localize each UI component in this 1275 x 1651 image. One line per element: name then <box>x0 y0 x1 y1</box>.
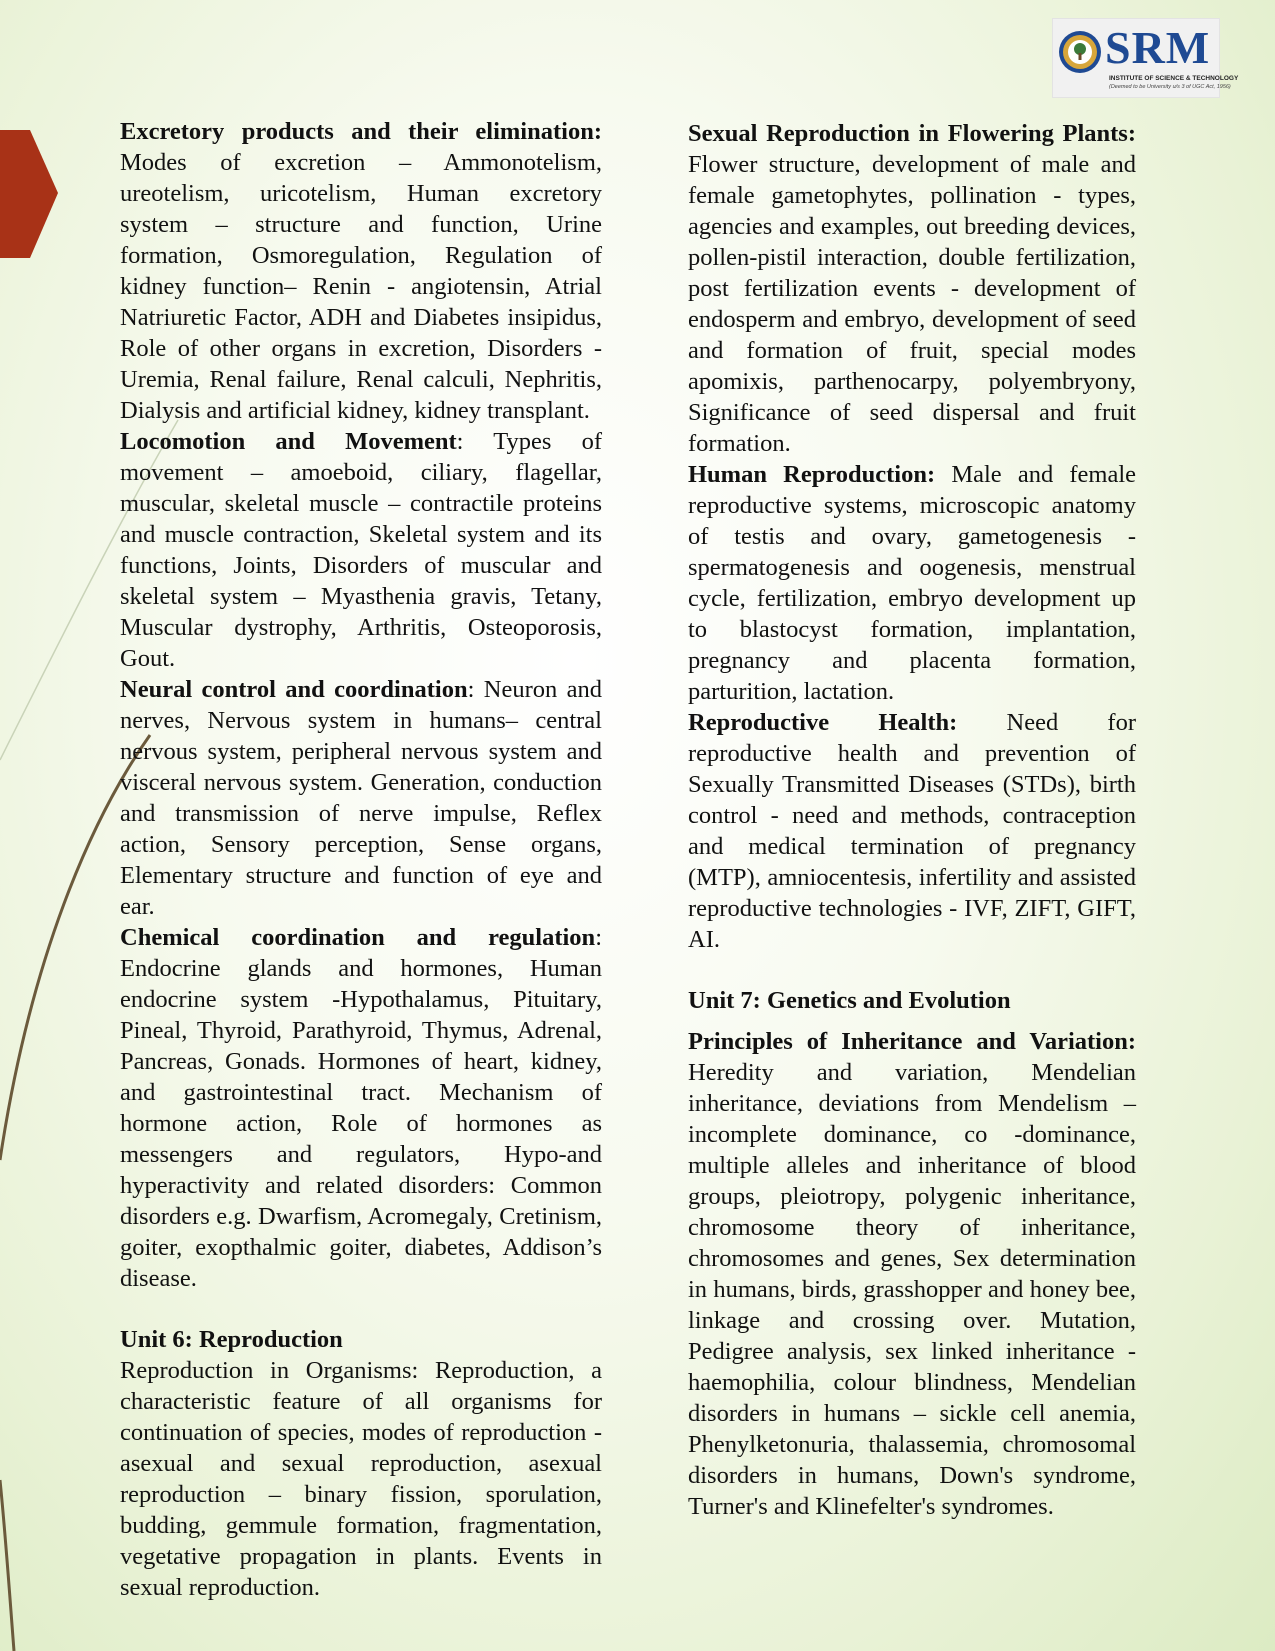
spacer <box>688 1016 1136 1026</box>
spacer <box>688 955 1136 985</box>
locomotion-body: Types of movement – amoeboid, ciliary, flagellar, muscular, skeletal muscle – contractile proteins and muscle contraction, Skeletal system and its functions, Joints, Disorders of muscular and skeletal system – Myasthenia gravis, Tetany, Muscular dystrophy, Arthritis, Osteoporosis, Gout. <box>120 428 602 672</box>
decorative-curve-bottom <box>0 1480 14 1651</box>
locomotion-section <box>120 426 602 674</box>
reproductive-health-section <box>688 707 1136 955</box>
chemical-heading: Chemical coordination and regulation <box>120 924 596 951</box>
spacer <box>120 1294 602 1324</box>
locomotion-heading: Locomotion and Movement <box>120 428 457 455</box>
principles-heading: Principles of Inheritance and Variation: <box>688 1028 1136 1055</box>
right-column <box>688 118 1136 1522</box>
neural-body: Neuron and nerves, Nervous system in humans– central nervous system, peripheral nervous system and visceral nervous system. Generation, conduction and transmission of nerve impulse, Reflex action, Sensory perception, Sense organs, Elementary structure and function of eye and ear. <box>120 676 603 920</box>
reproductive-health-body: Need for reproductive health and prevention of Sexually Transmitted Diseases (STDs), birth control - need and methods, contraception and medical termination of pregnancy (MTP), amniocentesis, infertility and assisted reproductive technologies - IVF, ZIFT, GIFT, AI. <box>688 709 1136 953</box>
unit6-heading: Unit 6: Reproduction <box>120 1326 343 1353</box>
principles-body: Heredity and variation, Mendelian inheritance, deviations from Mendelism – incomplete dominance, co -dominance, multiple alleles and inheritance of blood groups, pleiotropy, polygenic inheritance, chromosome theory of inheritance, chromosomes and genes, Sex determination in humans, birds, grasshopper and honey bee, linkage and crossing over. Mutation, Pedigree analysis, sex linked inheritance - haemophilia, colour blindness, Mendelian disorders in humans – sickle cell anemia, Phenylketonuria, thalassemia, chromosomal disorders in humans, Down's syndrome, Turner's and Klinefelter's syndromes. <box>688 1059 1136 1520</box>
logo-subtitle: INSTITUTE OF SCIENCE & TECHNOLOGY <box>1109 75 1239 82</box>
chemical-body: Endocrine glands and hormones, Human endocrine system -Hypothalamus, Pituitary, Pineal, Thyroid, Parathyroid, Thymus, Adrenal, Pancreas, Gonads. Hormones of heart, kidney, and gastrointestinal tract. Mechanism of hormone action, Role of hormones as messengers and regulators, Hypo-and hyperactivity and related disorders: Common disorders e.g. Dwarfism, Acromegaly, Cretinism, goiter, exopthalmic goiter, diabetes, Addison’s disease. <box>120 955 602 1292</box>
unit7-section <box>688 985 1136 1016</box>
logo-deemed-line: (Deemed to be University u/s 3 of UGC Act, 1956) <box>1109 84 1231 90</box>
sexual-reproduction-section <box>688 118 1136 459</box>
excretory-heading: Excretory products and their elimination: <box>120 118 602 145</box>
chemical-section <box>120 922 602 1294</box>
reproductive-health-heading: Reproductive Health: <box>688 709 958 736</box>
neural-colon: : <box>467 676 475 703</box>
sexual-reproduction-heading: Sexual Reproduction in Flowering Plants: <box>688 120 1136 147</box>
sexual-reproduction-body: Flower structure, development of male and female gametophytes, pollination - types, agencies and examples, out breeding devices, pollen-pistil interaction, double fertilization, post fertilization events - development of endosperm and embryo, development of seed and formation of fruit, special modes apomixis, parthenocarpy, polyembryony, Significance of seed dispersal and fruit formation. <box>688 151 1136 457</box>
logo-wordmark: SRM <box>1105 22 1211 73</box>
left-column <box>120 116 602 1603</box>
chemical-colon: : <box>595 924 602 951</box>
principles-section <box>688 1026 1136 1522</box>
excretory-section <box>120 116 602 426</box>
human-reproduction-heading: Human Reproduction: <box>688 461 936 488</box>
excretory-body: Modes of excretion – Ammonotelism, ureotelism, uricotelism, Human excretory system – structure and function, Urine formation, Osmoregulation, Regulation of kidney function– Renin - angiotensin, Atrial Natriuretic Factor, ADH and Diabetes insipidus, Role of other organs in excretion, Disorders - Uremia, Renal failure, Renal calculi, Nephritis, Dialysis and artificial kidney, kidney transplant. <box>120 149 602 424</box>
srm-logo <box>1052 18 1239 98</box>
unit6-section <box>120 1324 602 1355</box>
accent-arrow-shape <box>0 130 58 258</box>
human-reproduction-section <box>688 459 1136 707</box>
human-reproduction-body: Male and female reproductive systems, microscopic anatomy of testis and ovary, gametogenesis - spermatogenesis and oogenesis, menstrual cycle, fertilization, embryo development up to blastocyst formation, implantation, pregnancy and placenta formation, parturition, lactation. <box>688 461 1137 705</box>
neural-heading: Neural control and coordination <box>120 676 468 703</box>
unit6-body: Reproduction in Organisms: Reproduction, a characteristic feature of all organisms for continuation of species, modes of reproduction - asexual and sexual reproduction, asexual reproduction – binary fission, sporulation, budding, gemmule formation, fragmentation, vegetative propagation in plants. Events in sexual reproduction. <box>120 1357 602 1601</box>
unit7-heading: Unit 7: Genetics and Evolution <box>688 987 1011 1014</box>
locomotion-colon: : <box>456 428 464 455</box>
neural-section <box>120 674 602 922</box>
srm-seal-icon <box>1057 29 1103 75</box>
